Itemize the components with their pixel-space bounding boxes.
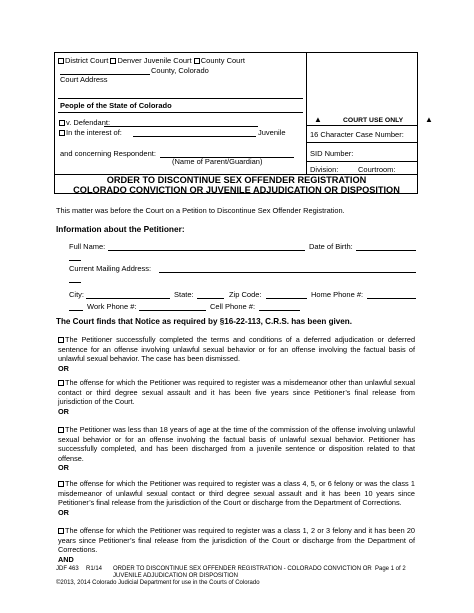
county-court-label: County Court: [200, 56, 245, 65]
city-label: City:: [69, 290, 84, 299]
zip-field[interactable]: [266, 298, 307, 299]
mailing-field[interactable]: [159, 272, 416, 273]
finding-2: [58, 378, 415, 416]
interest-line[interactable]: [133, 136, 256, 137]
sid-label: SID Number:: [310, 149, 354, 158]
finding-1-checkbox[interactable]: [58, 337, 64, 343]
defendant-checkbox[interactable]: [59, 120, 65, 126]
people-top-line: [58, 98, 303, 99]
finding-1-conjunction: OR: [58, 363, 69, 373]
courtroom-label: Courtroom:: [358, 165, 396, 174]
parent-caption: (Name of Parent/Guardian): [172, 157, 263, 166]
case-number-label: 16 Character Case Number:: [310, 130, 404, 139]
finding-4-checkbox[interactable]: [58, 481, 64, 487]
finding-2-conjunction: OR: [58, 406, 69, 416]
city-field[interactable]: [86, 298, 170, 299]
finding-3: [58, 425, 415, 473]
defendant-label: v. Defendant:: [66, 118, 111, 127]
work-phone-field[interactable]: [139, 310, 206, 311]
footer-revision: R1/14: [86, 566, 103, 572]
full-name-field[interactable]: [108, 250, 305, 251]
state-label: State:: [174, 290, 194, 299]
division-label: Division:: [310, 165, 339, 174]
dob-label: Date of Birth:: [309, 242, 353, 251]
juvenile-label: Juvenile: [258, 128, 286, 137]
caption-divider: [306, 52, 307, 175]
finding-5-text: The offense for which the Petitioner was required to register was a class 1, 2 or 3 felony and it has been 20 years since Petitioner’s final release from the jurisdiction of the Court or discharge from the Department of Corrections.: [58, 526, 415, 555]
interest-checkbox[interactable]: [59, 130, 65, 136]
finding-5-conjunction: AND: [58, 554, 74, 564]
dob-field[interactable]: [356, 250, 416, 251]
home-phone-field[interactable]: [367, 298, 416, 299]
county-suffix: County, Colorado: [151, 66, 209, 75]
intro-text: This matter was before the Court on a Petition to Discontinue Sex Offender Registration.: [56, 206, 345, 215]
findings-heading: The Court finds that Notice as required by §16-22-113, C.R.S. has been given.: [56, 317, 352, 326]
court-address-label: Court Address: [60, 75, 108, 84]
finding-3-conjunction: OR: [58, 463, 69, 473]
triangle-left-icon: ▲: [314, 115, 322, 124]
defendant-line[interactable]: [104, 126, 258, 127]
court-use-only-label: COURT USE ONLY: [343, 117, 404, 124]
finding-4: [58, 479, 415, 517]
work-phone-label: Work Phone #:: [87, 302, 137, 311]
finding-2-text: The offense for which the Petitioner was required to register was a misdemeanor other than unlawful sexual contact or third degree sexual assault and it has been five years since Petitioner’s final release from jurisdiction of the Court.: [58, 378, 415, 407]
home-phone-label: Home Phone #:: [311, 290, 364, 299]
full-name-continuation[interactable]: [69, 260, 81, 261]
petitioner-heading: Information about the Petitioner:: [56, 224, 185, 234]
juvenile-court-checkbox[interactable]: [110, 58, 116, 64]
zip-label: Zip Code:: [229, 290, 262, 299]
finding-5: [58, 526, 415, 564]
state-field[interactable]: [197, 298, 224, 299]
work-phone-lead-line[interactable]: [69, 310, 83, 311]
interest-label: In the interest of:: [66, 128, 122, 137]
cell-phone-label: Cell Phone #:: [210, 302, 256, 311]
court-options-row: [58, 56, 245, 65]
finding-4-text: The offense for which the Petitioner was required to register was a class 4, 5, or 6 felony or was the class 1 misdemeanor of unlawful sexual contact or third degree sexual assault and it has been 10 years since Petitioner’s final release from the jurisdiction of the Court or discharge from the Department of Corrections.: [58, 479, 415, 508]
mailing-continuation[interactable]: [69, 282, 81, 283]
form-title-line2: COLORADO CONVICTION OR JUVENILE ADJUDICATION OR DISPOSITION: [73, 185, 400, 195]
finding-1-text: The Petitioner successfully completed the terms and conditions of a deferred adjudication or deferred sentence for an offense involving unlawful sexual behavior or for an offense involving the factual basis of unlawful sexual behavior. The case has been dismissed.: [58, 335, 415, 364]
finding-3-checkbox[interactable]: [58, 427, 64, 433]
finding-2-checkbox[interactable]: [58, 380, 64, 386]
form-title-line1: ORDER TO DISCONTINUE SEX OFFENDER REGISTRATION: [106, 175, 367, 185]
county-court-checkbox[interactable]: [194, 58, 200, 64]
footer-copyright: ©2013, 2014 Colorado Judicial Department for use in the Courts of Colorado: [56, 580, 260, 586]
footer-title-2: JUVENILE ADJUDICATION OR DISPOSITION: [113, 573, 238, 579]
footer-title-1: ORDER TO DISCONTINUE SEX OFFENDER REGISTRATION - COLORADO CONVICTION OR: [113, 566, 372, 572]
sid-bottom-line: [306, 161, 418, 162]
district-court-checkbox[interactable]: [58, 58, 64, 64]
full-name-label: Full Name:: [69, 242, 106, 251]
defendant-row: [59, 118, 110, 127]
interest-row: [59, 128, 122, 137]
footer-page: Page 1 of 2: [375, 566, 406, 572]
people-bottom-line: [58, 112, 303, 113]
triangle-right-icon: ▲: [425, 115, 433, 124]
people-label: People of the State of Colorado: [60, 101, 172, 110]
district-court-label: District Court: [65, 56, 109, 65]
finding-4-conjunction: OR: [58, 507, 69, 517]
court-use-top-line: [306, 125, 418, 126]
finding-5-checkbox[interactable]: [58, 528, 64, 534]
respondent-label: and concerning Respondent:: [60, 149, 156, 158]
case-number-bottom-line: [306, 142, 418, 143]
cell-phone-field[interactable]: [259, 310, 300, 311]
juvenile-court-label: Denver Juvenile Court: [117, 56, 192, 65]
finding-3-text: The Petitioner was less than 18 years of age at the time of the commission of the offense involving unlawful sexual behavior or for an offense involving the factual basis of unlawful sexual behavior. Petitioner has successfully completed, and has been discharged from a juvenile sentence or disposition related to that offense.: [58, 425, 415, 463]
mailing-label: Current Mailing Address:: [69, 264, 152, 273]
finding-1: [58, 335, 415, 373]
footer-form-id: JDF 463: [56, 566, 79, 572]
